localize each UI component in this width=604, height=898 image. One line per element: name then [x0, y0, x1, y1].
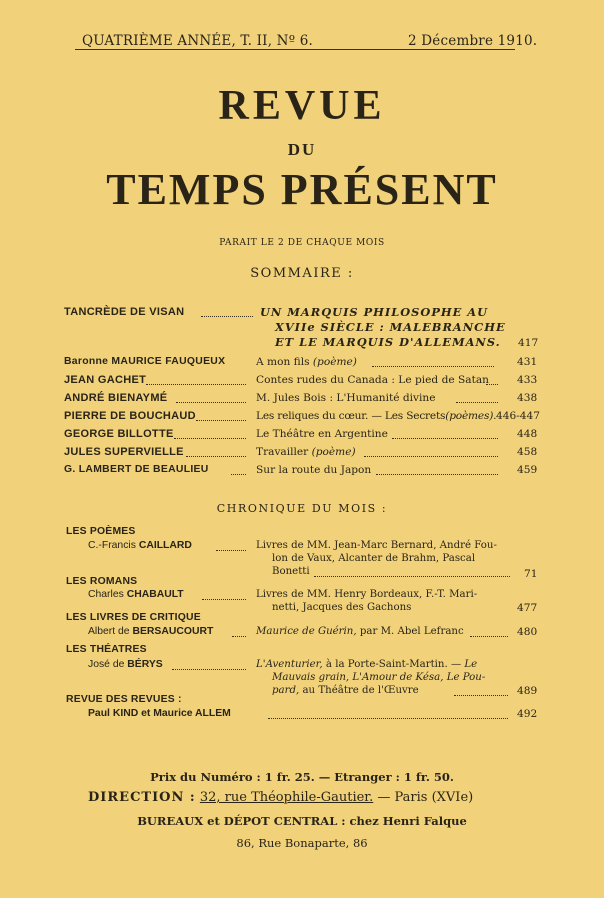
chronique-text: Bonetti — [272, 566, 310, 577]
leader-dots — [268, 718, 508, 719]
chronique-page: 480 — [517, 626, 538, 638]
leader-dots — [174, 438, 246, 439]
section-label: REVUE DES REVUES : — [66, 694, 182, 705]
toc-page: 448 — [517, 428, 538, 440]
section-label: LES ROMANS — [66, 576, 138, 587]
leader-dots — [456, 402, 498, 403]
chronique-text: L'Aventurier, à la Porte-Saint-Martin. — Le — [256, 659, 478, 670]
chronique-author: Paul KIND et Maurice ALLEM — [88, 708, 231, 719]
leader-dots — [201, 316, 253, 317]
toc-author: JULES SUPERVIELLE — [64, 446, 184, 458]
toc-page: 458 — [517, 446, 538, 458]
lead-title-line: UN MARQUIS PHILOSOPHE AU — [260, 305, 489, 319]
leader-dots — [186, 456, 246, 457]
direction-line — [88, 790, 473, 805]
toc-work: A mon fils (poème) — [256, 356, 357, 368]
direction-label: DIRECTION : — [88, 790, 196, 805]
leader-dots — [232, 636, 246, 637]
lead-page: 417 — [518, 337, 539, 349]
tagline: PARAIT LE 2 DE CHAQUE MOIS — [219, 238, 385, 248]
title-revue: REVUE — [218, 83, 386, 129]
chronique-text: Mauvais grain, L'Amour de Késa, Le Pou- — [272, 672, 486, 683]
leader-dots — [172, 669, 246, 670]
header-rule — [75, 49, 515, 50]
direction-city: — Paris (XVIe) — [377, 790, 474, 805]
issue-date: 2 Décembre 1910. — [408, 33, 538, 49]
chronique-page: 492 — [517, 708, 538, 720]
chronique-text: lon de Vaux, Alcanter de Brahm, Pascal — [272, 553, 476, 564]
toc-work: Les reliques du cœur. — Les Secrets(poèmes). — [256, 410, 497, 422]
toc-page: 433 — [517, 374, 538, 386]
leader-dots — [176, 402, 246, 403]
toc-author: JEAN GACHET — [64, 374, 147, 386]
chronique-author: Albert de BERSAUCOURT — [88, 626, 214, 637]
chronique-heading: CHRONIQUE DU MOIS : — [216, 502, 388, 515]
direction-address: 32, rue Théophile-Gautier. — [199, 790, 374, 805]
section-label: LES THÉATRES — [66, 644, 147, 655]
section-label: LES POÈMES — [66, 526, 136, 537]
toc-work: Sur la route du Japon — [256, 464, 372, 476]
chronique-text: netti, Jacques des Gachons — [272, 602, 412, 613]
lead-title-line: ET LE MARQUIS D'ALLEMANS. — [275, 335, 501, 349]
leader-dots — [364, 456, 498, 457]
toc-author: G. LAMBERT DE BEAULIEU — [64, 464, 209, 475]
leader-dots — [146, 384, 246, 385]
lead-title-line: XVIIe SIÈCLE : MALEBRANCHE — [275, 320, 506, 334]
title-temps-present: TEMPS PRÉSENT — [106, 165, 498, 214]
toc-author: PIERRE DE BOUCHAUD — [64, 410, 196, 422]
chronique-page: 489 — [517, 685, 538, 697]
toc-work: Contes rudes du Canada : Le pied de Satan — [256, 374, 489, 386]
leader-dots — [216, 550, 246, 551]
price-line: Prix du Numéro : 1 fr. 25. — Etranger : 1 fr. 50. — [150, 770, 454, 784]
toc-page: 438 — [517, 392, 538, 404]
chronique-text: Livres de MM. Henry Bordeaux, F.-T. Mari- — [256, 589, 478, 600]
chronique-text: Maurice de Guérin, par M. Abel Lefranc — [256, 626, 464, 637]
toc-page: 446-447 — [496, 410, 541, 422]
leader-dots — [202, 599, 246, 600]
toc-work: Le Théâtre en Argentine — [256, 428, 388, 440]
leader-dots — [231, 474, 246, 475]
chronique-author: Charles CHABAULT — [88, 589, 184, 600]
leader-dots — [376, 474, 498, 475]
bureaux-line: BUREAUX et DÉPOT CENTRAL : chez Henri Falque — [137, 814, 467, 828]
leader-dots — [314, 576, 510, 577]
issue-info: QUATRIÈME ANNÉE, T. II, Nº 6. — [82, 33, 314, 49]
leader-dots — [372, 366, 494, 367]
lead-author: TANCRÈDE DE VISAN — [64, 306, 185, 318]
leader-dots — [454, 695, 508, 696]
chronique-text: pard, au Théâtre de l'Œuvre — [272, 685, 419, 696]
chronique-author: C.-Francis CAILLARD — [88, 540, 192, 551]
toc-page: 431 — [517, 356, 538, 368]
toc-author: ANDRÉ BIENAYMÉ — [64, 392, 168, 404]
section-label: LES LIVRES DE CRITIQUE — [66, 612, 201, 623]
chronique-page: 71 — [524, 568, 538, 580]
leader-dots — [392, 438, 498, 439]
toc-page: 459 — [517, 464, 538, 476]
address-line: 86, Rue Bonaparte, 86 — [236, 836, 368, 850]
chronique-author: José de BÉRYS — [88, 659, 163, 670]
sommaire-heading: SOMMAIRE : — [250, 266, 354, 281]
toc-work: M. Jules Bois : L'Humanité divine — [256, 392, 436, 404]
toc-author: Baronne MAURICE FAUQUEUX — [64, 356, 226, 367]
chronique-page: 477 — [517, 602, 538, 614]
leader-dots — [196, 420, 246, 421]
leader-dots — [486, 384, 498, 385]
leader-dots — [470, 636, 508, 637]
toc-work: Travailler (poème) — [256, 446, 356, 458]
chronique-text: Livres de MM. Jean-Marc Bernard, André Fou- — [256, 540, 497, 551]
title-du: DU — [287, 140, 317, 159]
toc-author: GEORGE BILLOTTE — [64, 428, 174, 440]
